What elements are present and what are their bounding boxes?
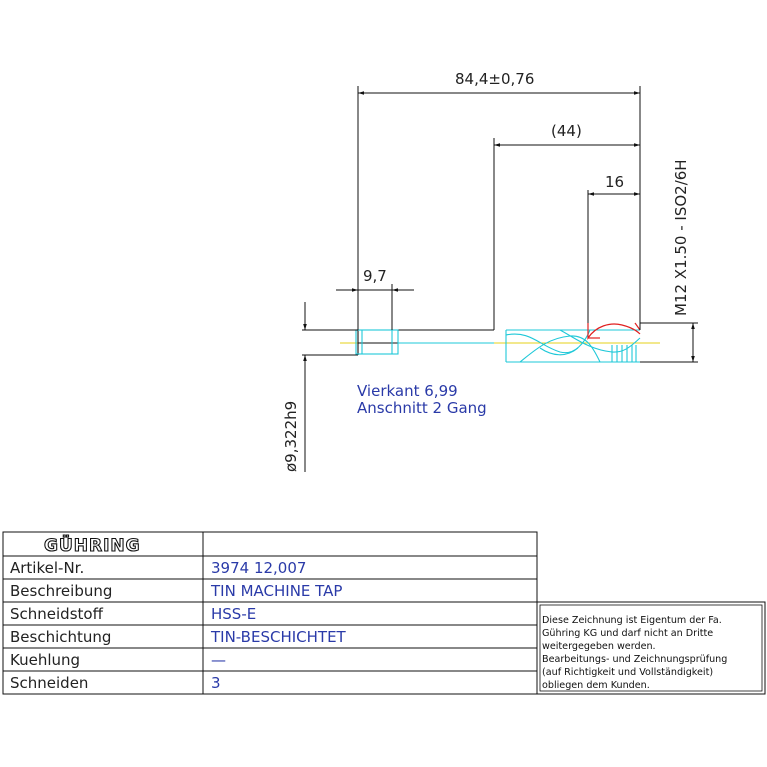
row-label-kuehlung: Kuehlung: [10, 651, 81, 669]
shank-diameter-label: ø9,322h9: [282, 400, 300, 472]
row-value-schneiden: 3: [211, 674, 221, 692]
row-value-beschichtung: TIN-BESCHICHTET: [211, 628, 346, 646]
disclaimer-line: Bearbeitungs- und Zeichnungsprüfung: [542, 654, 728, 665]
thread-length-label: (44): [551, 122, 582, 140]
row-label-schneidstoff: Schneidstoff: [10, 605, 103, 623]
square-end: [356, 330, 494, 354]
guehring-logo: GÜHRING: [44, 536, 141, 556]
row-value-kuehlung: —: [211, 651, 226, 669]
tap-tool: [340, 323, 660, 362]
note-chamfer: Anschnitt 2 Gang: [357, 399, 487, 417]
row-label-schneiden: Schneiden: [10, 674, 89, 692]
disclaimer-line: weitergegeben werden.: [542, 641, 656, 652]
overall-length-label: 84,4±0,76: [455, 70, 535, 88]
row-value-beschreibung: TIN MACHINE TAP: [211, 582, 343, 600]
disclaimer-line: Diese Zeichnung ist Eigentum der Fa.: [542, 615, 722, 626]
title-block: [3, 532, 537, 694]
note-square: Vierkant 6,99: [357, 382, 458, 400]
square-length-label: 9,7: [363, 267, 387, 285]
row-value-artikel: 3974 12,007: [211, 559, 307, 577]
row-value-schneidstoff: HSS-E: [211, 605, 257, 623]
thread-spec-label: M12 X1.50 - ISO2/6H: [672, 159, 690, 316]
row-label-beschreibung: Beschreibung: [10, 582, 113, 600]
row-label-beschichtung: Beschichtung: [10, 628, 112, 646]
disclaimer-line: (auf Richtigkeit und Vollständigkeit): [542, 667, 714, 678]
chamfer-length-label: 16: [605, 173, 625, 191]
flute-section: [506, 330, 640, 362]
row-label-artikel: Artikel-Nr.: [10, 559, 85, 577]
disclaimer-box: [537, 602, 765, 694]
disclaimer-line: Gühring KG und darf nicht an Dritte: [542, 628, 714, 639]
disclaimer-line: obliegen dem Kunden.: [542, 680, 650, 691]
